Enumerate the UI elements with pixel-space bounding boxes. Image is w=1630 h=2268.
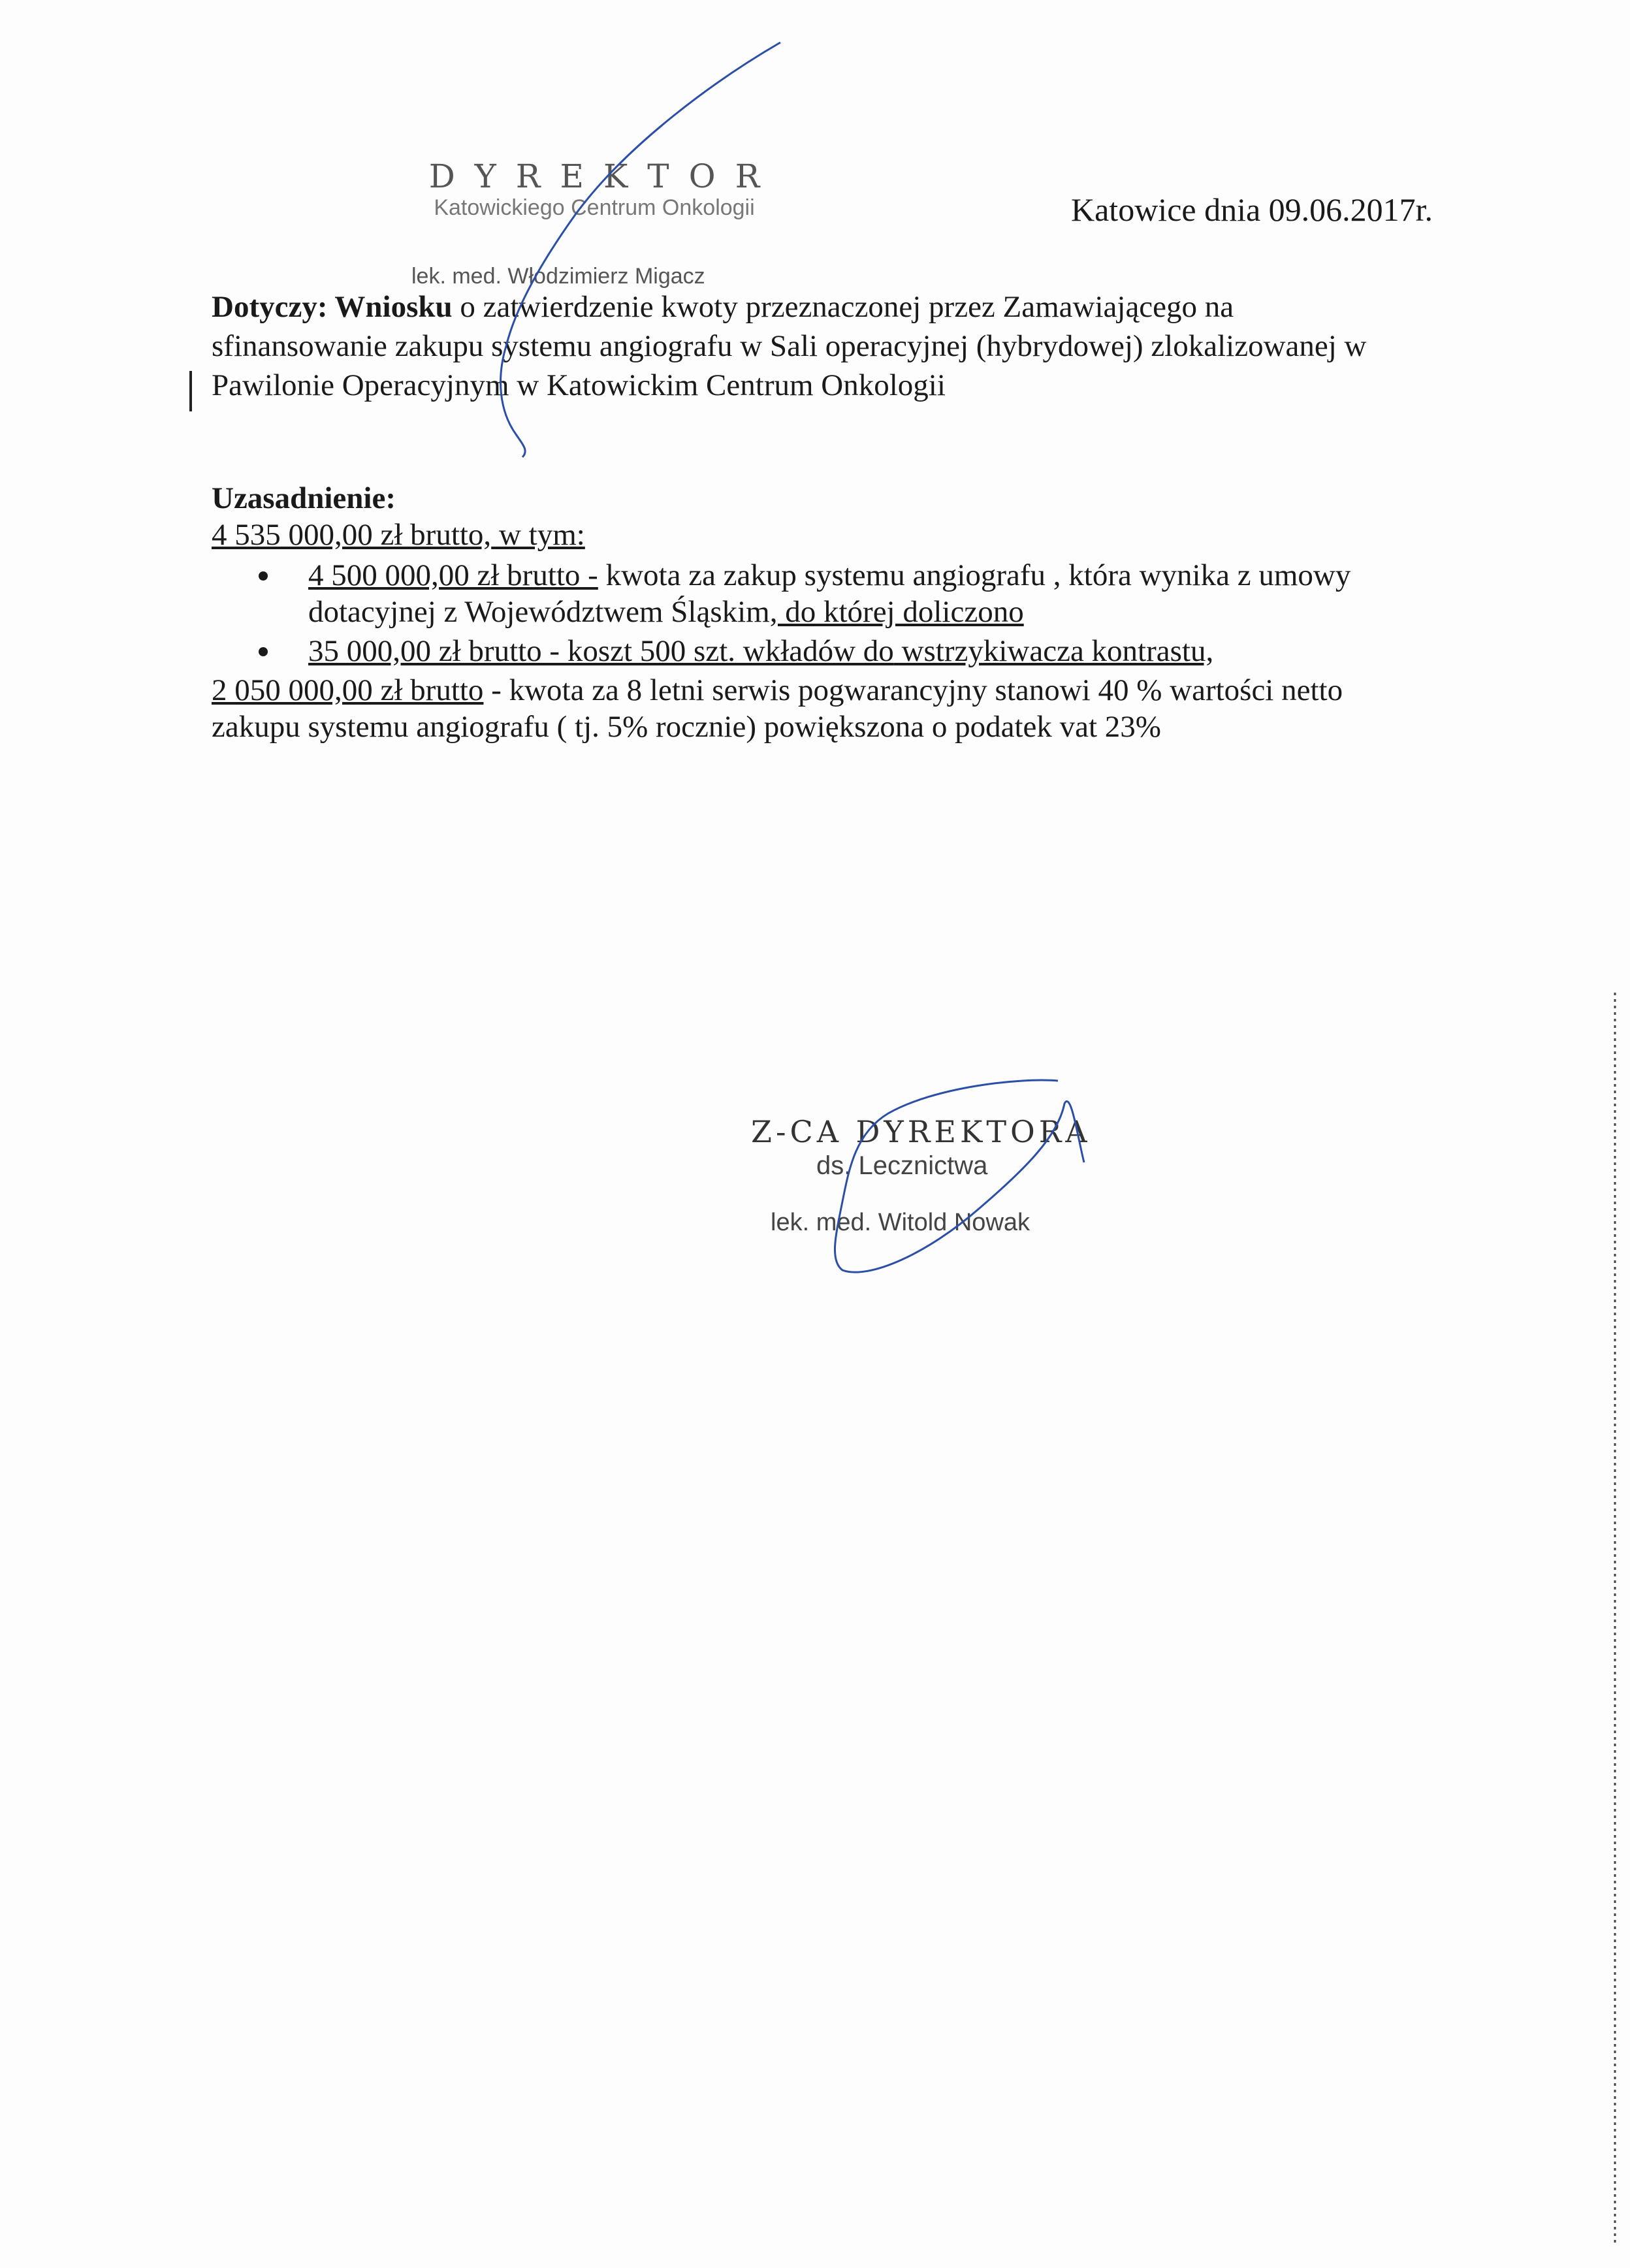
list-item [308,633,1452,669]
item-1-line-2-text: dotacyjnej z Województwem Śląskim [308,595,770,629]
item-1-line-2-underlined: , do której doliczono [769,595,1024,629]
total-amount-suffix: w tym: [491,518,585,552]
service-line-2: zakupu systemu angiografu ( tj. 5% rocznie) powiększona o podatek vat 23% [212,710,1161,744]
bullet-icon [259,647,268,656]
item-2-line-1 [308,633,1452,669]
subject-label: Dotyczy: Wniosku [212,290,453,324]
bullet-icon [259,571,268,581]
list-item [308,557,1452,630]
director-stamp-person: lek. med. Włodzimierz Migacz [411,264,705,289]
service-text: - kwota za 8 letni serwis pogwarancyjny stanowi 40 % wartości netto [483,673,1343,707]
subject-line-1 [212,287,1465,327]
service-amount: 2 050 000,00 zł brutto [212,673,484,707]
deputy-stamp-department: ds. Lecznictwa [816,1151,988,1180]
item-2-amount: 35 000,00 zł brutto - koszt 500 szt. wkładów do [308,634,894,668]
item-1-line-1 [308,557,1452,594]
item-1-amount: 4 500 000,00 zł brutto - [308,558,598,592]
item-1-text: kwota za zakup systemu angiografu , która wynika z umowy [598,558,1351,592]
total-amount: 4 535 000,00 zł brutto, [212,518,492,552]
cost-breakdown-list [212,557,1452,669]
deputy-director-stamp [751,1113,1143,1238]
subject-line-3: Pawilonie Operacyjnym w Katowickim Centrum Onkologii [212,368,946,402]
item-1-line-2 [308,594,1452,630]
director-stamp-title: DYREKTOR [428,157,780,195]
margin-mark [189,371,192,411]
justification-section [212,480,1452,745]
service-line-1 [212,672,1452,709]
director-stamp-organization: Katowickiego Centrum Onkologii [434,195,755,220]
director-stamp [405,157,784,289]
deputy-stamp-title: Z-CA DYREKTORA [751,1114,1091,1149]
total-amount-line [212,517,1452,553]
item-2-text: wstrzykiwacza kontrastu, [893,634,1214,668]
subject-line-1-text: o zatwierdzenie kwoty przeznaczonej przez Zamawiającego na [452,290,1234,324]
subject-line-2: sfinansowanie zakupu systemu angiografu w Sali operacyjnej (hybrydowej) zlokalizowanej w [212,329,1367,363]
document-date: Katowice dnia 09.06.2017r. [1071,191,1433,228]
service-cost [212,672,1452,745]
subject-section [212,287,1465,405]
justification-heading: Uzasadnienie: [212,481,396,515]
scan-edge-marks [1613,993,1617,2246]
deputy-stamp-person: lek. med. Witold Nowak [771,1209,1031,1236]
